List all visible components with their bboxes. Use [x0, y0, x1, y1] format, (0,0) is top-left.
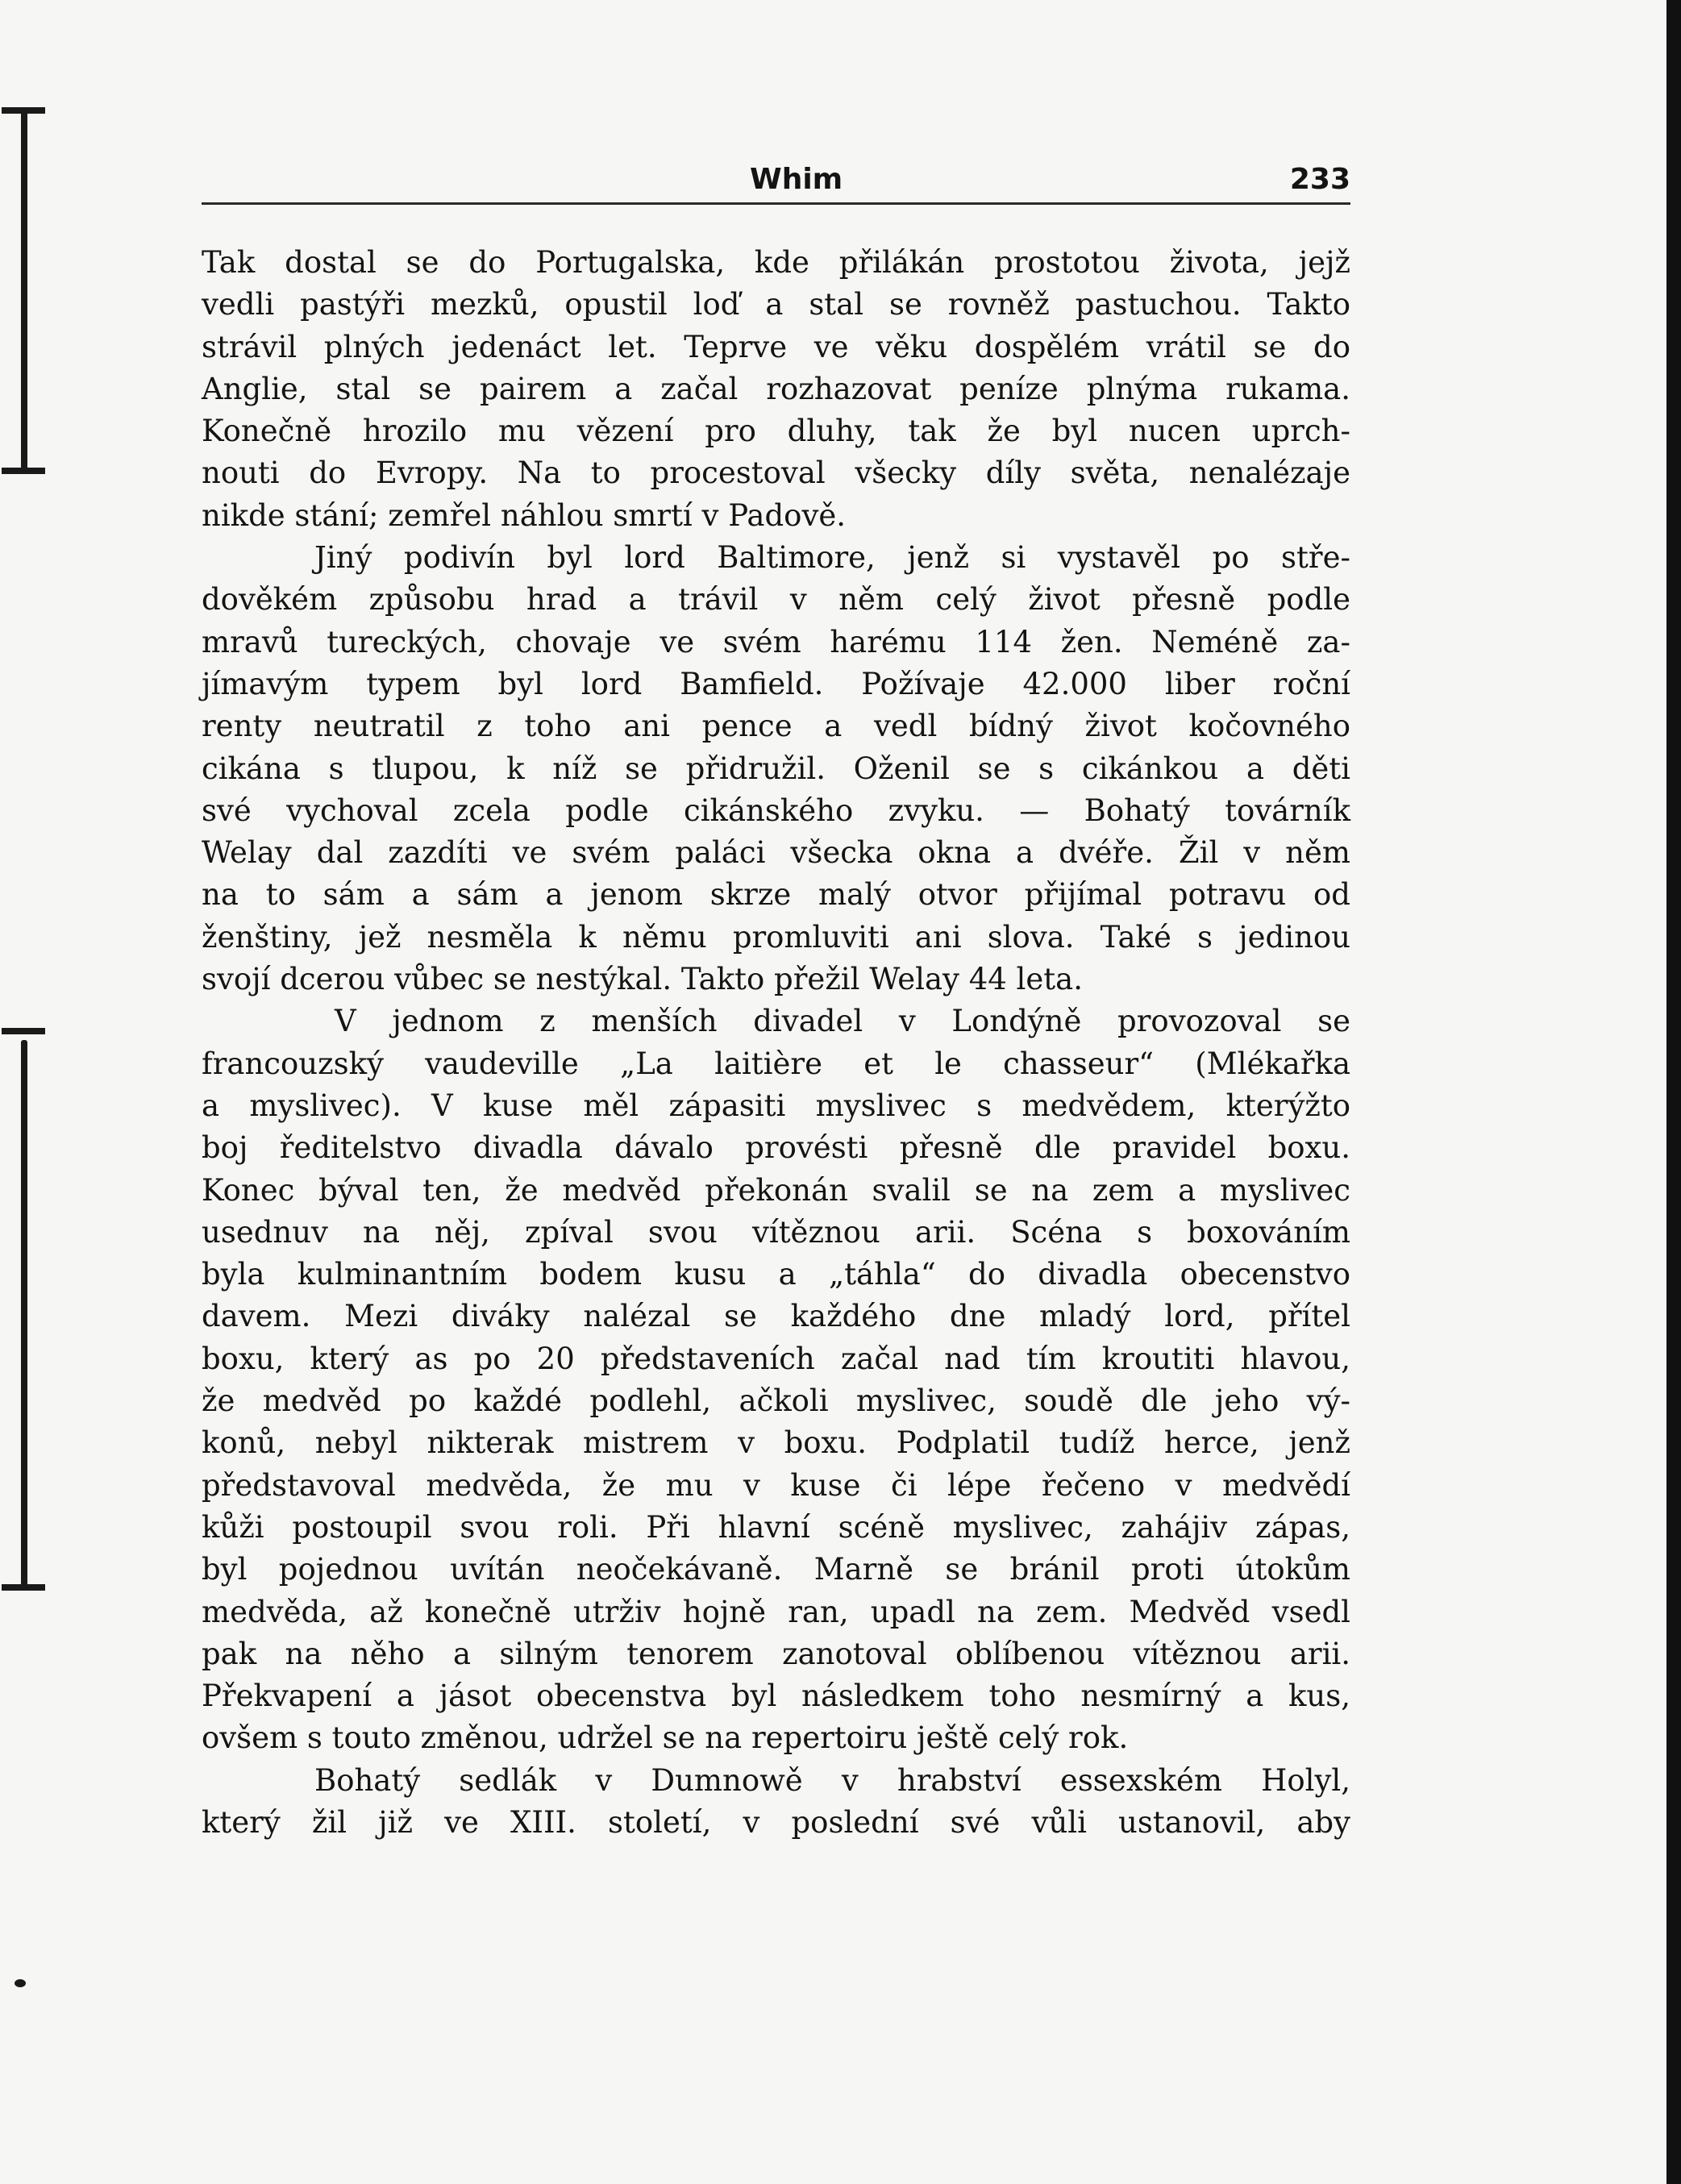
paragraph-1 [202, 242, 1350, 537]
text-line: nouti do Evropy. Na to procestoval všecky díly světa, nenalézaje [202, 456, 1350, 491]
text-line: jímavým typem byl lord Bamfield. Požívaje 42.000 liber roční [202, 666, 1350, 701]
text-line: cikána s tlupou, k níž se přidružil. Oženil se s cikánkou a děti [202, 751, 1350, 786]
text-line: svojí dcerou vůbec se nestýkal. Takto přežil Welay 44 leta. [202, 962, 1083, 997]
body-text [202, 242, 1350, 1844]
text-line: konů, nebyl nikterak mistrem v boxu. Podplatil tudíž herce, jenž [202, 1425, 1350, 1461]
text-line: který žil již ve XIII. století, v poslední své vůli ustanovil, aby [202, 1804, 1350, 1840]
paragraph-2 [202, 537, 1350, 1000]
text-line: boj ředitelstvo divadla dávalo provésti přesně dle pravidel boxu. [202, 1130, 1350, 1166]
text-line: renty neutratil z toho ani pence a vedl bídný život kočovného [202, 709, 1350, 744]
text-line: francouzský vaudeville „La laitière et le chasseur“ (Mlékařka [202, 1046, 1350, 1081]
text-line: představoval medvěda, že mu v kuse či lépe řečeno v medvědí [202, 1467, 1350, 1503]
page-number: 233 [1289, 163, 1350, 196]
text-line: boxu, který as po 20 představeních začal nad tím kroutiti hlavou, [202, 1341, 1350, 1376]
text-line: nikde stání; zemřel náhlou smrtí v Padově. [202, 497, 847, 533]
text-line: Bohatý sedlák v Dumnowě v hrabství essexském Holyl, [314, 1762, 1350, 1798]
text-line: byla kulminantním bodem kusu a „táhla“ do divadla obecenstvo [202, 1257, 1350, 1292]
text-line: byl pojednou uvítán neočekávaně. Marně se bránil proti útokům [202, 1552, 1350, 1587]
text-line: V jednom z menších divadel v Londýně provozoval se [335, 1004, 1350, 1039]
text-line: své vychoval zcela podle cikánského zvyku. — Bohatý továrník [202, 792, 1350, 828]
text-line: na to sám a sám a jenom skrze malý otvor přijímal potravu od [202, 877, 1350, 913]
binding-mark-bottom [0, 1020, 48, 1600]
binding-mark-top [0, 101, 48, 480]
text-line: strávil plných jedenáct let. Teprve ve věku dospělém vrátil se do [202, 329, 1350, 364]
text-line: Welay dal zazdíti ve svém paláci všecka okna a dvéře. Žil v něm [202, 835, 1350, 871]
text-line: Konečně hrozilo mu vězení pro dluhy, tak že byl nucen uprch- [202, 414, 1350, 449]
text-line: ženštiny, jež nesměla k němu promluviti ani slova. Také s jedinou [202, 919, 1350, 955]
page-edge-shadow [1666, 0, 1681, 2184]
text-line: ovšem s touto změnou, udržel se na repertoiru ještě celý rok. [202, 1720, 1129, 1756]
running-header [202, 157, 1350, 205]
text-line: Konec býval ten, že medvěd překonán svalil se na zem a myslivec [202, 1172, 1350, 1208]
text-line: Anglie, stal se pairem a začal rozhazovat peníze plnýma rukama. [202, 371, 1350, 406]
text-line: Překvapení a jásot obecenstva byl následkem toho nesmírný a kus, [202, 1679, 1350, 1714]
text-line: a myslivec). V kuse měl zápasiti myslivec s medvědem, kterýžto [202, 1088, 1350, 1123]
text-line: davem. Mezi diváky nalézal se každého dne mladý lord, přítel [202, 1299, 1350, 1334]
paragraph-3 [202, 1000, 1350, 1759]
paragraph-4 [202, 1760, 1350, 1845]
header-title: Whim [750, 163, 843, 196]
text-line: usednuv na něj, zpíval svou vítěznou arii. Scéna s boxováním [202, 1214, 1350, 1250]
text-line: medvěda, až konečně utrživ hojně ran, upadl na zem. Medvěd vsedl [202, 1594, 1350, 1629]
text-line: pak na něho a silným tenorem zanotoval oblíbenou vítěznou arii. [202, 1636, 1350, 1671]
text-line: kůži postoupil svou roli. Při hlavní scéně myslivec, zahájiv zápas, [202, 1509, 1350, 1545]
text-line: Tak dostal se do Portugalska, kde přilákán prostotou života, jejž [202, 245, 1350, 280]
text-line: dověkém způsobu hrad a trávil v něm celý život přesně podle [202, 582, 1350, 618]
text-line: vedli pastýři mezků, opustil loď a stal se rovněž pastuchou. Takto [202, 287, 1350, 322]
binding-dot [15, 1979, 26, 1987]
text-line: Jiný podivín byl lord Baltimore, jenž si vystavěl po stře- [314, 540, 1350, 576]
text-line: mravů tureckých, chovaje ve svém harému 114 žen. Neméně za- [202, 624, 1350, 659]
text-line: že medvěd po každé podlehl, ačkoli myslivec, soudě dle jeho vý- [202, 1383, 1350, 1419]
